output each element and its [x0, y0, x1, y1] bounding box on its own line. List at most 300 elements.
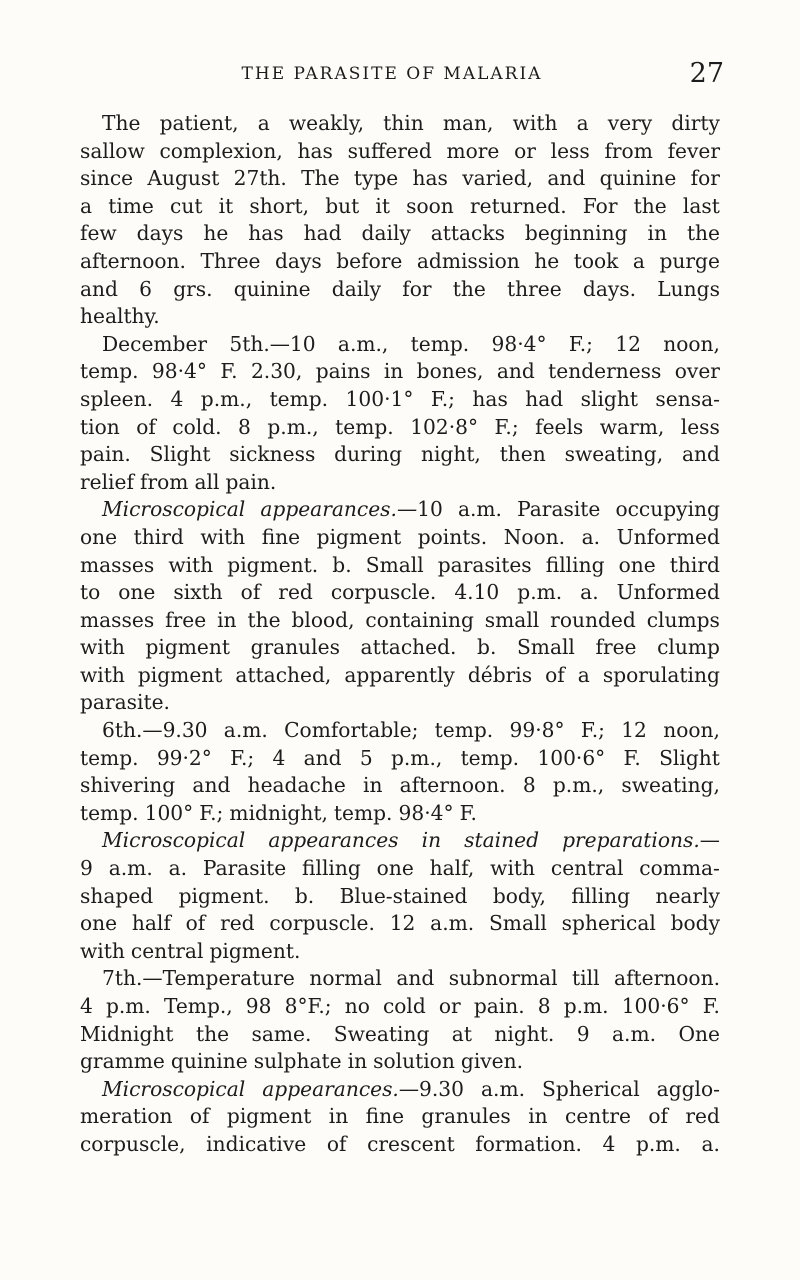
- word: he: [203, 221, 229, 246]
- word: a: [257, 111, 270, 135]
- text-line: [80, 662, 720, 690]
- word: time: [108, 193, 154, 218]
- word: Spherical: [542, 1076, 640, 1101]
- text-line: [80, 496, 720, 524]
- word: Three: [200, 248, 261, 273]
- word: nearly: [655, 883, 720, 908]
- word: pigment: [316, 524, 402, 549]
- word: 6: [139, 276, 153, 301]
- word: warm,: [599, 414, 665, 439]
- word: thin: [383, 111, 424, 135]
- word: Small: [516, 635, 575, 660]
- word: solution: [373, 1049, 455, 1074]
- word: fine: [365, 1104, 405, 1129]
- word: sickness: [229, 442, 316, 467]
- word: rounded: [550, 607, 636, 632]
- word: F.;: [230, 745, 255, 770]
- word: 12: [621, 718, 647, 743]
- word: temp.: [335, 414, 394, 439]
- word: indicative: [206, 1131, 307, 1156]
- word: complexion,: [159, 138, 283, 163]
- word: days: [275, 248, 322, 273]
- word: pain.: [473, 994, 525, 1018]
- word: 8: [522, 773, 536, 798]
- word: Lungs: [657, 276, 720, 301]
- word: 6th.—9.30: [102, 718, 208, 743]
- word: and: [496, 359, 535, 384]
- word: small: [484, 607, 540, 632]
- word: 100°: [144, 800, 194, 825]
- text-line: [80, 552, 720, 580]
- word: during: [334, 442, 403, 467]
- word: no: [344, 994, 370, 1018]
- word: with: [80, 938, 125, 963]
- body-text: [80, 110, 720, 1159]
- word: Blue-stained: [339, 883, 468, 908]
- word: and: [80, 276, 118, 301]
- word: shaped: [80, 883, 154, 908]
- word: returned.: [469, 193, 567, 218]
- word: one: [376, 856, 414, 881]
- word: one: [80, 524, 118, 549]
- word: a.: [701, 1131, 720, 1156]
- word: 98·4°: [398, 800, 454, 825]
- word: less: [680, 414, 720, 439]
- word: sensa-: [655, 386, 720, 411]
- word: sporulating: [602, 662, 720, 687]
- word: the: [247, 607, 281, 632]
- word: relief: [80, 469, 134, 494]
- word: 9: [576, 1021, 590, 1046]
- word: free: [165, 607, 207, 632]
- word: quinine: [599, 166, 677, 191]
- text-line: [80, 358, 720, 386]
- word: slight: [580, 386, 638, 411]
- word: it: [375, 193, 390, 218]
- word: normal: [309, 966, 382, 991]
- word: half: [131, 911, 171, 936]
- word: 100·6°: [621, 994, 690, 1018]
- word: days.: [582, 276, 637, 301]
- page-number: 27: [689, 58, 724, 89]
- word: Sweating: [333, 1021, 430, 1046]
- word: till: [572, 966, 600, 991]
- word: varied,: [462, 166, 534, 191]
- word: all: [194, 469, 220, 494]
- word: of: [240, 580, 261, 605]
- word: or: [438, 994, 461, 1018]
- word: Parasite: [202, 856, 287, 881]
- word: p.m.: [517, 580, 563, 605]
- word: F.: [220, 359, 238, 384]
- word: F.: [459, 800, 477, 825]
- text-line: [80, 965, 720, 993]
- word: and: [396, 966, 435, 991]
- word: with: [80, 635, 125, 660]
- word: spherical: [561, 911, 656, 936]
- text-line: [80, 469, 720, 497]
- word: temp.: [333, 800, 393, 825]
- word: pigment: [226, 1104, 312, 1129]
- word: with: [200, 524, 246, 549]
- word: of: [326, 1131, 347, 1156]
- word: The: [102, 111, 141, 135]
- word: from: [139, 469, 189, 494]
- text-line: [80, 386, 720, 414]
- word: 8: [537, 994, 551, 1018]
- word: red: [278, 580, 313, 605]
- word: then: [499, 442, 546, 467]
- italic-word: Microscopical: [102, 497, 246, 522]
- text-line: [80, 883, 720, 911]
- text-line: [80, 441, 720, 469]
- word: —: [699, 828, 720, 853]
- word: cold.: [172, 414, 222, 439]
- word: purge: [659, 248, 720, 273]
- word: a.: [581, 524, 601, 549]
- text-line: [80, 1076, 720, 1104]
- word: corpuscle.: [330, 580, 437, 605]
- word: 98·4°: [151, 359, 207, 384]
- word: weakly,: [288, 111, 364, 135]
- italic-word: appearances.: [262, 1076, 399, 1101]
- word: beginning: [524, 221, 628, 246]
- word: F.;: [568, 331, 593, 356]
- word: the: [633, 193, 667, 218]
- word: sallow: [80, 138, 145, 163]
- word: afternoon.: [80, 248, 186, 273]
- word: with: [512, 111, 558, 135]
- word: b.: [332, 552, 352, 577]
- word: tion: [80, 414, 120, 439]
- word: half,: [429, 856, 475, 881]
- word: short,: [249, 193, 310, 218]
- word: with: [168, 552, 214, 577]
- word: in: [383, 359, 404, 384]
- word: b.: [477, 635, 497, 660]
- word: 100·1°: [345, 386, 414, 411]
- word: night,: [420, 442, 481, 467]
- text-line: [80, 220, 720, 248]
- text-line: [80, 248, 720, 276]
- italic-word: appearances: [268, 828, 399, 853]
- text-line: [80, 827, 720, 855]
- word: filling: [571, 883, 631, 908]
- word: temp.: [460, 745, 520, 770]
- word: afternoon.: [614, 966, 720, 991]
- word: quinine: [233, 276, 311, 301]
- word: tenderness: [548, 359, 662, 384]
- word: parasites: [437, 552, 532, 577]
- word: pigment.: [209, 938, 301, 963]
- word: has: [248, 221, 284, 246]
- word: gramme: [80, 1049, 165, 1074]
- word: in: [217, 607, 237, 632]
- word: daily: [331, 276, 382, 301]
- text-line: [80, 607, 720, 635]
- word: a.: [580, 580, 599, 605]
- text-line: [80, 276, 720, 304]
- word: in: [328, 1104, 349, 1129]
- word: temp.: [80, 745, 139, 770]
- word: cold: [382, 994, 426, 1018]
- text-line: [80, 1048, 720, 1076]
- word: and: [547, 166, 586, 191]
- word: suffered: [347, 138, 432, 163]
- text-line: [80, 634, 720, 662]
- word: August: [147, 166, 220, 191]
- word: p.m.: [563, 994, 609, 1018]
- word: 4: [602, 1131, 616, 1156]
- word-group: [562, 827, 720, 855]
- word: Comfortable;: [284, 718, 419, 743]
- word: a.m.,: [337, 331, 389, 356]
- word: three: [507, 276, 562, 301]
- word: clumps: [646, 607, 720, 632]
- word: centre: [565, 1104, 631, 1129]
- text-line: [80, 193, 720, 221]
- word: of: [185, 911, 206, 936]
- running-head: THE PARASITE OF MALARIA: [241, 64, 543, 84]
- word: grs.: [173, 276, 213, 301]
- word: temp.: [434, 718, 494, 743]
- word: of: [189, 1104, 210, 1129]
- text-line: [80, 772, 720, 800]
- word: red: [685, 1104, 720, 1129]
- word: Small: [488, 911, 547, 936]
- word: One: [678, 1021, 720, 1046]
- word: granules: [421, 1104, 511, 1129]
- text-line: [80, 110, 720, 138]
- text-line: [80, 938, 720, 966]
- word: F.;: [494, 414, 519, 439]
- word: pigment: [145, 635, 230, 660]
- word: blood,: [291, 607, 355, 632]
- word: given.: [460, 1049, 524, 1074]
- word: Unformed: [616, 524, 720, 549]
- word: clump: [657, 635, 720, 660]
- word: attached,: [235, 662, 332, 687]
- word: p.m.,: [552, 773, 605, 798]
- word: pains: [315, 359, 371, 384]
- word: temp.: [80, 800, 139, 825]
- word: 7th.—Temperature: [102, 966, 295, 991]
- italic-word: preparations.: [562, 828, 700, 853]
- word: with: [80, 662, 125, 687]
- word: daily: [361, 221, 411, 246]
- word: a: [80, 193, 93, 218]
- word: 4: [170, 386, 184, 411]
- word: a.m.: [612, 1021, 657, 1046]
- word: 98: [245, 994, 272, 1018]
- word: Small: [365, 552, 424, 577]
- word: one: [80, 911, 118, 936]
- word: and: [303, 745, 342, 770]
- word: Parasite: [517, 497, 601, 522]
- word: for: [690, 166, 720, 191]
- word: 4: [272, 745, 286, 770]
- word: Midnight: [80, 1021, 174, 1046]
- word: man,: [442, 111, 494, 135]
- word: noon,: [663, 331, 720, 356]
- word: it: [218, 193, 234, 218]
- word: of: [545, 662, 565, 687]
- word: formation.: [475, 1131, 582, 1156]
- word: same.: [251, 1021, 312, 1046]
- word: 9: [80, 856, 93, 881]
- word: a.m.: [430, 911, 475, 936]
- word: p.m.,: [267, 414, 319, 439]
- word: central: [550, 856, 624, 881]
- word: but: [325, 193, 360, 218]
- word: filling: [545, 552, 605, 577]
- word: one: [118, 580, 156, 605]
- word: granules: [250, 635, 340, 660]
- word: of: [136, 414, 156, 439]
- italic-word: Microscopical: [102, 1076, 246, 1101]
- word: 98·4°: [491, 331, 547, 356]
- text-line: [80, 414, 720, 442]
- word: less: [550, 138, 590, 163]
- word: headache: [247, 773, 346, 798]
- word: 99·8°: [509, 718, 565, 743]
- word: agglo-: [656, 1076, 720, 1101]
- word: corpuscle.: [269, 911, 375, 936]
- text-line: [80, 1131, 720, 1159]
- word: in: [647, 221, 667, 246]
- word: 5: [359, 745, 373, 770]
- word: F.;: [199, 800, 224, 825]
- word-group: [260, 496, 442, 524]
- word: 102·8°: [410, 414, 479, 439]
- page-header: [60, 58, 724, 92]
- word: occupying: [615, 497, 720, 522]
- word: pigment.: [227, 552, 319, 577]
- word: meration: [80, 1104, 173, 1129]
- word: from: [604, 138, 653, 163]
- word: p.m.: [635, 1131, 681, 1156]
- word: apparently: [344, 662, 455, 687]
- word: pain.: [80, 442, 131, 467]
- word: bones,: [416, 359, 484, 384]
- word: in: [528, 1104, 548, 1129]
- word: Noon.: [503, 524, 566, 549]
- word: third: [133, 524, 184, 549]
- word: Slight: [659, 745, 720, 770]
- text-line: [80, 993, 720, 1021]
- text-line: [80, 579, 720, 607]
- word: has: [412, 166, 448, 191]
- word: 4: [80, 994, 93, 1018]
- text-line: [80, 331, 720, 359]
- word: subnormal: [448, 966, 558, 991]
- word: has: [472, 386, 508, 411]
- word: 4.10: [454, 580, 500, 605]
- word: had: [525, 386, 564, 411]
- word: to: [80, 580, 101, 605]
- word: soon: [406, 193, 454, 218]
- word: took: [573, 248, 619, 273]
- word: body,: [492, 883, 546, 908]
- word: few: [80, 221, 117, 246]
- word: attacks: [430, 221, 505, 246]
- word: 5th.—10: [229, 331, 316, 356]
- text-line: [80, 138, 720, 166]
- word: more: [446, 138, 500, 163]
- word: dirty: [671, 111, 720, 135]
- word: Unformed: [616, 580, 720, 605]
- word: in: [362, 773, 383, 798]
- word: very: [607, 111, 653, 135]
- word: Temp.,: [163, 994, 233, 1018]
- word: 2.30,: [250, 359, 303, 384]
- word: fine: [261, 524, 301, 549]
- text-line: [80, 910, 720, 938]
- word: F.: [702, 994, 720, 1018]
- word: of: [648, 1104, 669, 1129]
- italic-word: stained: [464, 828, 540, 853]
- word: temp.: [80, 359, 139, 384]
- word: sweating,: [621, 773, 720, 798]
- word: pain.: [225, 469, 277, 494]
- word: days: [136, 221, 184, 246]
- text-line: [80, 524, 720, 552]
- word: red: [220, 911, 255, 936]
- word: débris: [467, 662, 533, 687]
- word: cut: [170, 193, 203, 218]
- word: night.: [494, 1021, 555, 1046]
- word: and: [192, 773, 231, 798]
- word: noon,: [663, 718, 720, 743]
- word: fever: [667, 138, 720, 163]
- italic-word: appearances.: [260, 497, 397, 522]
- word: healthy.: [80, 304, 160, 329]
- word: admission: [416, 248, 520, 273]
- word: the: [452, 276, 486, 301]
- word: masses: [80, 552, 155, 577]
- word: had: [303, 221, 342, 246]
- word: body: [670, 911, 720, 936]
- word-group: [262, 1076, 464, 1104]
- text-line: [80, 855, 720, 883]
- word: parasite.: [80, 690, 170, 715]
- word: attached.: [360, 635, 457, 660]
- word: afternoon.: [399, 773, 506, 798]
- word: filling: [302, 856, 361, 881]
- text-line: [80, 1103, 720, 1131]
- text-line: [80, 717, 720, 745]
- word: has: [297, 138, 333, 163]
- word: p.m.: [105, 994, 151, 1018]
- word: The: [301, 166, 340, 191]
- word: points.: [417, 524, 488, 549]
- word: the: [686, 221, 720, 246]
- word: masses: [80, 607, 155, 632]
- word: before: [336, 248, 403, 273]
- text-line: [80, 1021, 720, 1049]
- word: p.m.,: [390, 745, 443, 770]
- word: pigment: [137, 662, 223, 687]
- word: 12: [615, 331, 641, 356]
- text-line: [80, 689, 720, 717]
- word: and: [681, 442, 720, 467]
- word: a.: [168, 856, 188, 881]
- word: shivering: [80, 773, 176, 798]
- word: or: [514, 138, 536, 163]
- word: midnight,: [229, 800, 328, 825]
- word: a.m.: [457, 497, 502, 522]
- word: type: [353, 166, 399, 191]
